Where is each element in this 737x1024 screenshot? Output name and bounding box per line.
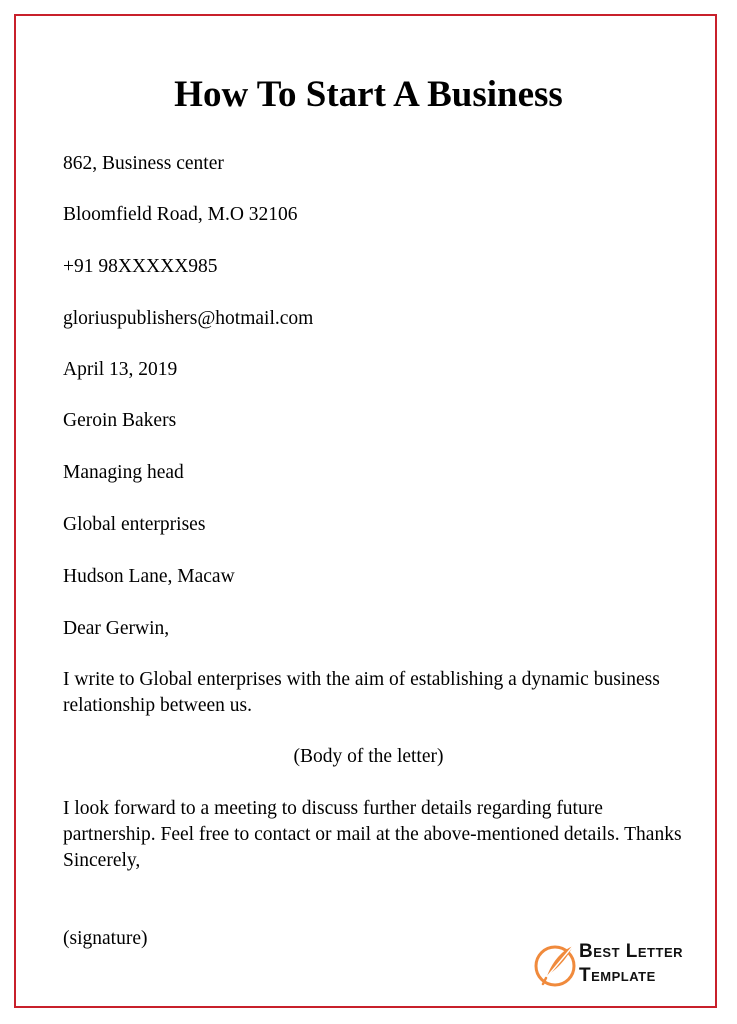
brand-logo <box>533 938 703 994</box>
closing-paragraph: I look forward to a meeting to discuss further details regarding future partnership. Feel free to contact or mail at the above-mentioned details. Thanks Sincerely, <box>63 798 682 871</box>
intro-paragraph: I write to Global enterprises with the aim of establishing a dynamic business relationship between us. <box>63 669 660 716</box>
recipient-company: Global enterprises <box>63 514 206 535</box>
salutation: Dear Gerwin, <box>63 618 170 639</box>
sender-address-line2: Bloomfield Road, M.O 32106 <box>63 204 298 225</box>
brand-logo-line2: Template <box>579 965 656 986</box>
recipient-position: Managing head <box>63 462 184 483</box>
sender-address-line1: 862, Business center <box>63 153 224 174</box>
brand-logo-line1: Best Letter <box>579 941 684 962</box>
sender-phone: +91 98XXXXX985 <box>63 256 218 277</box>
body-placeholder: (Body of the letter) <box>293 746 444 767</box>
brand-logo-text <box>579 940 683 988</box>
sender-email: gloriuspublishers@hotmail.com <box>63 308 314 329</box>
recipient-name: Geroin Bakers <box>63 410 177 431</box>
recipient-address: Hudson Lane, Macaw <box>63 566 235 587</box>
letter-date: April 13, 2019 <box>63 359 178 380</box>
signature-placeholder: (signature) <box>63 928 148 949</box>
document-title: How To Start A Business <box>174 74 563 115</box>
quill-feather-icon <box>533 940 581 988</box>
